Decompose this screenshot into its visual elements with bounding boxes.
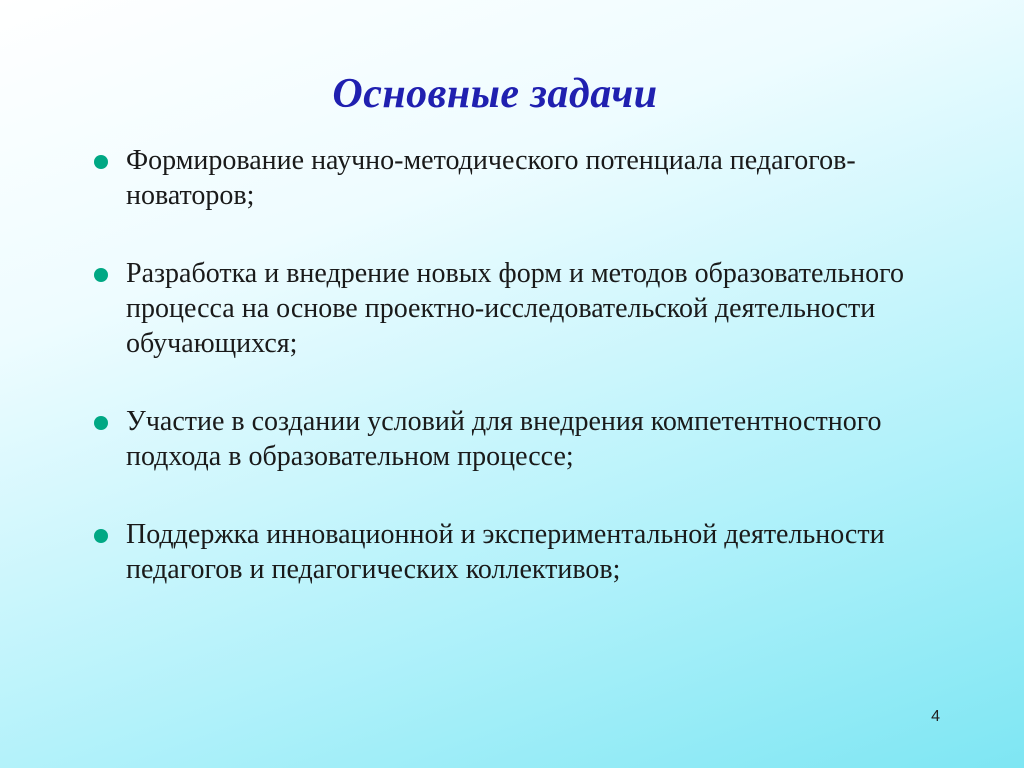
bullet-dot-icon xyxy=(94,268,108,282)
bullet-text-3: Участие в создании условий для внедрения компетентностного подхода в образовательном процессе; xyxy=(126,406,882,472)
bullet-text-4: Поддержка инновационной и экспериментальной деятельности педагогов и педагогических коллективов; xyxy=(126,519,885,585)
bullet-item-3 xyxy=(92,404,972,474)
slide-title: Основные задачи xyxy=(332,71,658,117)
bullet-dot-icon xyxy=(94,155,108,169)
bullet-item-4 xyxy=(92,517,972,587)
bullet-dot-icon xyxy=(94,416,108,430)
bullet-text-2: Разработка и внедрение новых форм и методов образовательного процесса на основе проектно-исследовательской деятельности обучающихся; xyxy=(126,258,904,359)
bullet-item-2 xyxy=(92,256,972,361)
bullet-list xyxy=(92,143,972,630)
bullet-dot-icon xyxy=(94,529,108,543)
bullet-text-1: Формирование научно-методического потенциала педагогов-новаторов; xyxy=(126,145,856,211)
page-number: 4 xyxy=(931,708,940,725)
bullet-item-1 xyxy=(92,143,972,213)
